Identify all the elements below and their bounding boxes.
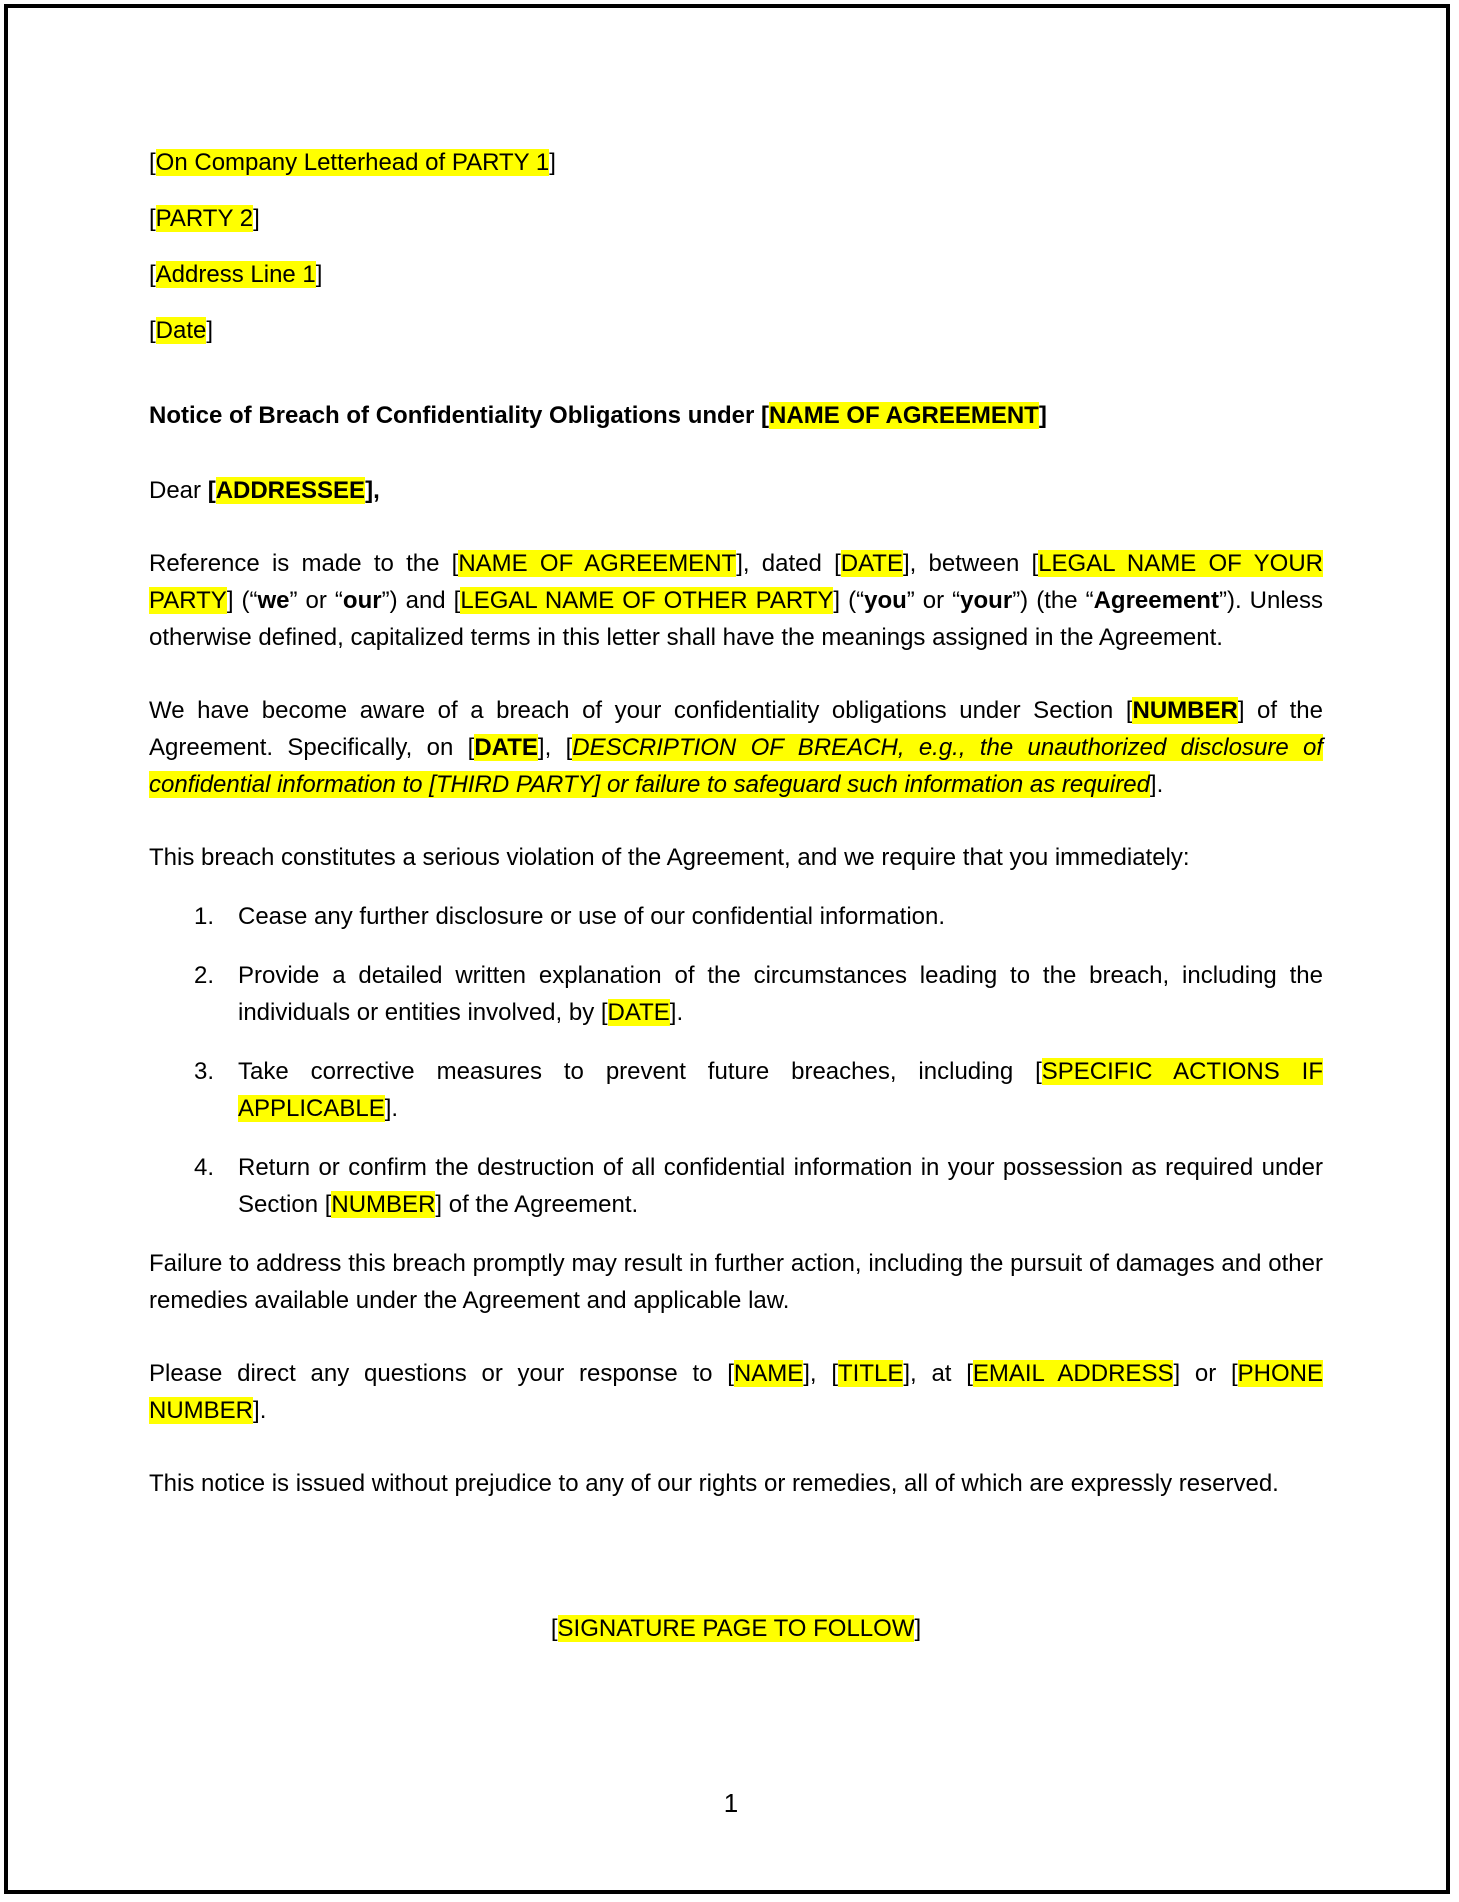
list-item: 1. Cease any further disclosure or use of our confidential information. bbox=[194, 903, 946, 930]
letter-body bbox=[149, 144, 1323, 1647]
reference-paragraph: Reference is made to the [NAME OF AGREEMENT], dated [DATE], between [LEGAL NAME OF YOUR PARTY] (“we” or “our”) and [LEGAL NAME OF OTHER PARTY] (“you” or “your”) (the “Agreement”). Unless otherwise defined, capitalized terms in this letter shall have the meanings assigned in the Agreement. bbox=[149, 550, 1323, 651]
page-number: 1 bbox=[723, 1788, 739, 1818]
notice-title: Notice of Breach of Confidentiality Obligations under [NAME OF AGREEMENT] bbox=[149, 402, 1047, 429]
document-page bbox=[4, 4, 1450, 1894]
list-item: 4. Return or confirm the destruction of all confidential information in your possession as required under Section [NUMBER] of the Agreement. bbox=[194, 1154, 1323, 1218]
signature-page-note: [SIGNATURE PAGE TO FOLLOW] bbox=[550, 1615, 922, 1642]
consequences-paragraph: Failure to address this breach promptly may result in further action, including the pursuit of damages and other remedies available under the Agreement and applicable law. bbox=[149, 1250, 1323, 1314]
salutation: Dear [ADDRESSEE], bbox=[149, 477, 380, 504]
reservation-paragraph: This notice is issued without prejudice to any of our rights or remedies, all of which are expressly reserved. bbox=[149, 1470, 1279, 1497]
requirements-list bbox=[149, 898, 1323, 1223]
letterhead-block bbox=[149, 144, 1323, 349]
letter-date: [Date] bbox=[149, 317, 214, 344]
recipient-party: [PARTY 2] bbox=[149, 205, 260, 232]
address-line: [Address Line 1] bbox=[149, 261, 323, 288]
list-item: 2. Provide a detailed written explanation of the circumstances leading to the breach, including the individuals or entities involved, by [DATE]. bbox=[194, 962, 1323, 1026]
list-item: 3. Take corrective measures to prevent future breaches, including [SPECIFIC ACTIONS IF APPLICABLE]. bbox=[194, 1058, 1324, 1122]
company-letterhead: [On Company Letterhead of PARTY 1] bbox=[149, 149, 556, 176]
breach-paragraph: We have become aware of a breach of your confidentiality obligations under Section [NUMBER] of the Agreement. Specifically, on [DATE], [DESCRIPTION OF BREACH, e.g., the unauthorized disclosure of confidential information to [THIRD PARTY] or failure to safeguard such information as required]. bbox=[149, 697, 1324, 798]
requirement-intro: This breach constitutes a serious violation of the Agreement, and we require that you immediately: bbox=[149, 844, 1190, 871]
contact-paragraph: Please direct any questions or your response to [NAME], [TITLE], at [EMAIL ADDRESS] or [PHONE NUMBER]. bbox=[149, 1360, 1323, 1424]
